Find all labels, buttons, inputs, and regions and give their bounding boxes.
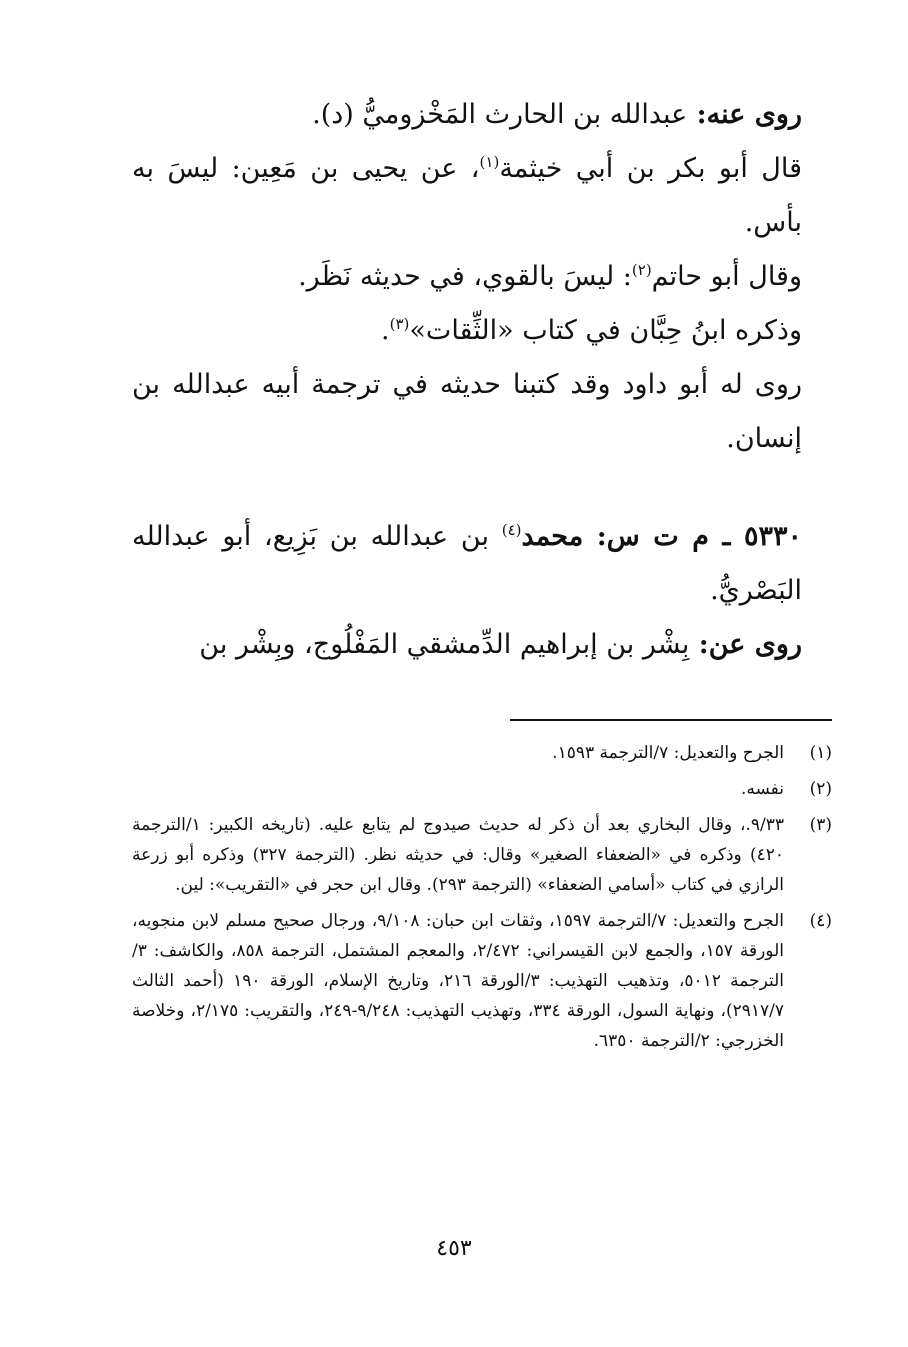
paragraph-ibn-hibban: [132, 304, 832, 358]
footnote-ref-1[interactable]: (١): [479, 153, 500, 171]
entry-name: بن عبدالله بن بَزِيع، أبو عبدالله البَصْريُّ.: [132, 521, 802, 606]
footnote-ref-3[interactable]: (٣): [389, 315, 410, 333]
footnote-1: [132, 738, 832, 768]
section-lead: روى عن:: [689, 629, 802, 660]
page-number: ٤٥٣: [436, 1236, 472, 1261]
paragraph-narrated-from: [132, 618, 832, 672]
entry-number: ٥٣٣٠ ـ م ت س: محمد: [521, 521, 802, 552]
footnote-number: (٣): [809, 815, 832, 835]
footnote-number: (٤): [809, 911, 832, 931]
main-text: [132, 88, 832, 672]
footnote-number: (٢): [809, 779, 832, 799]
footnote-text: الجرح والتعديل: ٧/الترجمة ١٥٩٣.: [552, 743, 784, 763]
footnote-number: (١): [809, 743, 832, 763]
paragraph-text: بِشْر بن إبراهيم الدِّمشقي المَفْلُوج، وبِشْر بن: [199, 629, 690, 660]
footnote-ref-4[interactable]: (٤): [501, 521, 522, 539]
footnote-text: الجرح والتعديل: ٧/الترجمة ١٥٩٧، وثقات ابن حبان: ٩/١٠٨، ورجال صحيح مسلم لابن منجويه، الورقة ١٥٧، والجمع لابن القيسراني: ٢/٤٧٢، والمعجم المشتمل، الترجمة ٨٥٨، والكاشف: ٣/الترجمة ٥٠١٢، وتذهيب التهذيب: ٣/الورقة ٢١٦، وتاريخ الإسلام، الورقة ١٩٠ (أحمد الثالث ٢٩١٧/٧)، ونهاية السول، الورقة ٣٣٤، وتهذيب التهذيب: ٩/٢٤٨-٢٤٩، والتقريب: ٢/١٧٥، وخلاصة الخزرجي: ٢/الترجمة ٦٣٥٠.: [132, 911, 784, 1051]
footnote-2: [132, 774, 832, 804]
paragraph-text: ، عن يحيى بن مَعِين: ليسَ به بأس.: [132, 153, 802, 238]
footnotes: [132, 738, 832, 1062]
paragraph-text: قال أبو بكر بن أبي خيثمة: [499, 153, 803, 184]
paragraph-abu-hatim: [132, 250, 832, 304]
paragraph-text: عبدالله بن الحارث المَخْزوميُّ (د).: [312, 99, 688, 130]
paragraph-ibn-abi-khaythama: [132, 142, 832, 250]
paragraph-text: وقال أبو حاتم: [651, 261, 802, 292]
footnote-text: نفسه.: [740, 779, 784, 799]
footnote-3: [132, 810, 832, 900]
paragraph-text: وذكره ابنُ حِبَّان في كتاب «الثِّقات»: [409, 315, 802, 346]
entry-heading: [132, 510, 832, 618]
paragraph-text: .: [381, 315, 390, 346]
paragraph-text: روى له أبو داود وقد كتبنا حديثه في ترجمة أبيه عبدالله بن إنسان.: [132, 369, 802, 454]
paragraph-abu-dawud: [132, 358, 832, 466]
paragraph-narrated-from-him: [132, 88, 832, 142]
section-lead: روى عنه:: [687, 99, 802, 130]
section-gap: [132, 466, 832, 510]
footnote-divider: [510, 719, 832, 721]
paragraph-text: : ليسَ بالقوي، في حديثه نَظَر.: [298, 261, 632, 292]
footnote-text: ٩/٣٣.، وقال البخاري بعد أن ذكر له حديث صيدوج لم يتابع عليه. (تاريخه الكبير: ١/الترجمة ٤٢٠) وذكره في «الضعفاء الصغير» وقال: في حديثه نظر. (الترجمة ٣٢٧) وذكره أبو زرعة الرازي في كتاب «أسامي الضعفاء» (الترجمة ٢٩٣). وقال ابن حجر في «التقريب»: لين.: [132, 815, 784, 895]
footnote-4: [132, 906, 832, 1056]
footnote-ref-2[interactable]: (٢): [631, 261, 652, 279]
